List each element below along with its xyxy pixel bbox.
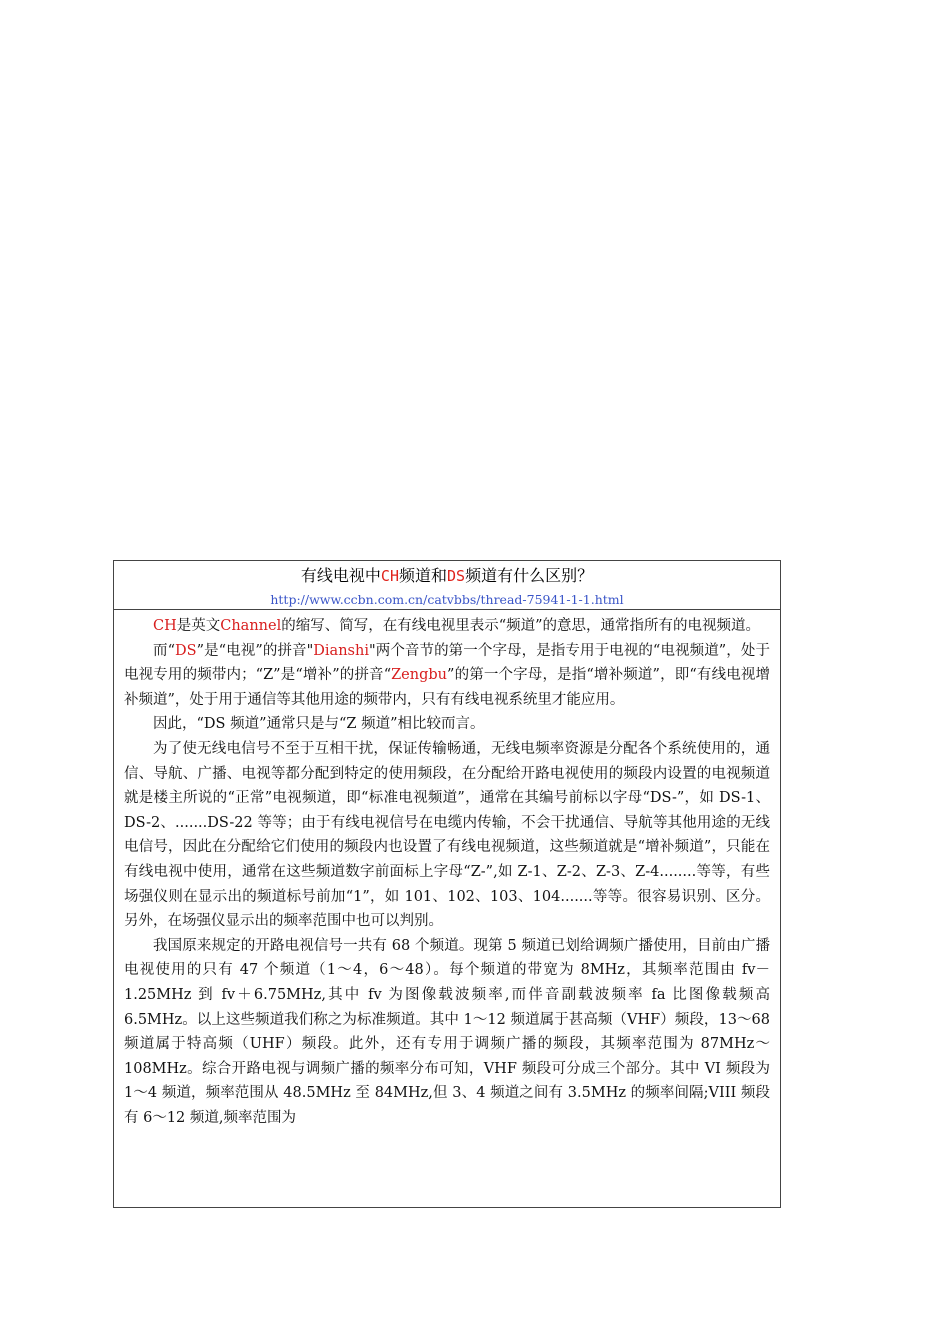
paragraph-2 [124,639,770,713]
text: 而“ [153,642,176,659]
highlight-channel: Channel [220,618,282,634]
article-body [114,610,780,1130]
highlight-dianshi: Dianshi [313,642,369,659]
title-text: 频道有什么区别？ [465,566,594,585]
highlight-ch: CH [153,618,177,634]
article-box [113,560,781,1208]
paragraph-4: 为了使无线电信号不至于互相干扰，保证传输畅通，无线电频率资源是分配各个系统使用的，通信、导航、广播、电视等都分配到特定的使用频段，在分配给开路电视使用的频段内设置的电视频道就是楼主所说的“正常”电视频道，即“标准电视频道”，通常在其编号前标以字母“DS-”，如 DS-1、DS-2、.......DS-22 等等；由于有线电视信号在电缆内传输，不会干扰通信、导航等其他用途的无线电信号，因此在分配给它们使用的频段内也设置了有线电视频道，这些频道就是“增补频道”，只能在有线电视中使用，通常在这些频道数字前面标上字母“Z-”,如 Z-1、Z-2、Z-3、Z-4........等等，有些场强仪则在显示出的频道标号前加“1”，如 101、102、103、104.......等等。很容易识别、区分。另外，在场强仪显示出的频率范围中也可以判别。 [124,740,770,930]
source-link[interactable]: http://www.ccbn.com.cn/catvbbs/thread-75941-1-1.html [270,592,624,607]
highlight-zengbu: Zengbu [391,667,448,684]
text: 的缩写、简写，在有线电视里表示“频道”的意思，通常指所有的电视频道。 [281,618,761,634]
article-title [114,561,780,587]
title-ds: DS [447,567,466,585]
title-text: 有线电视中 [300,566,381,585]
text: "两个音节的第一个字母，是指专用于电视的“电视频道”，处于电视专用的频带内；“Z”是“增补”的拼音“ [124,642,770,684]
paragraph-3: 因此，“DS 频道”通常只是与“Z 频道”相比较而言。 [153,716,485,733]
paragraph-5: 我国原来规定的开路电视信号一共有 68 个频道。现第 5 频道已划给调频广播使用，目前由广播电视使用的只有 47 个频道（1～4，6～48）。每个频道的带宽为 8MHz，其频率范围由 fv－1.25MHz 到 fv＋6.75MHz,其中 fv 为图像载波频率,而伴音副载波频率 fa 比图像载频高 6.5MHz。以上这些频道我们称之为标准频道。其中 1～12 频道属于甚高频（VHF）频段，13～68 频道属于特高频（UHF）频段。此外，还有专用于调频广播的频段，其频率范围为 87MHz～108MHz。综合开路电视与调频广播的频率分布可知，VHF 频段可分成三个部分。其中 VI 频段为 1～4 频道，频率范围从 48.5MHz 至 84MHz,但 3、4 频道之间有 3.5MHz 的频率间隔;VIII 频段有 6～12 频道,频率范围为 [124,937,770,1126]
paragraph-1 [124,614,770,639]
title-ch: CH [380,567,399,585]
article-header [114,561,780,610]
title-text: 频道和 [398,566,447,585]
text: ”是“电视”的拼音" [196,642,314,659]
text: 是英文 [176,618,221,634]
text: ”的第一个字母，是指“增补频道”，即“有线电视增补频道”，处于用于通信等其他用途的频带内，只有有线电视系统里才能应用。 [124,667,770,708]
highlight-ds: DS [175,642,197,659]
